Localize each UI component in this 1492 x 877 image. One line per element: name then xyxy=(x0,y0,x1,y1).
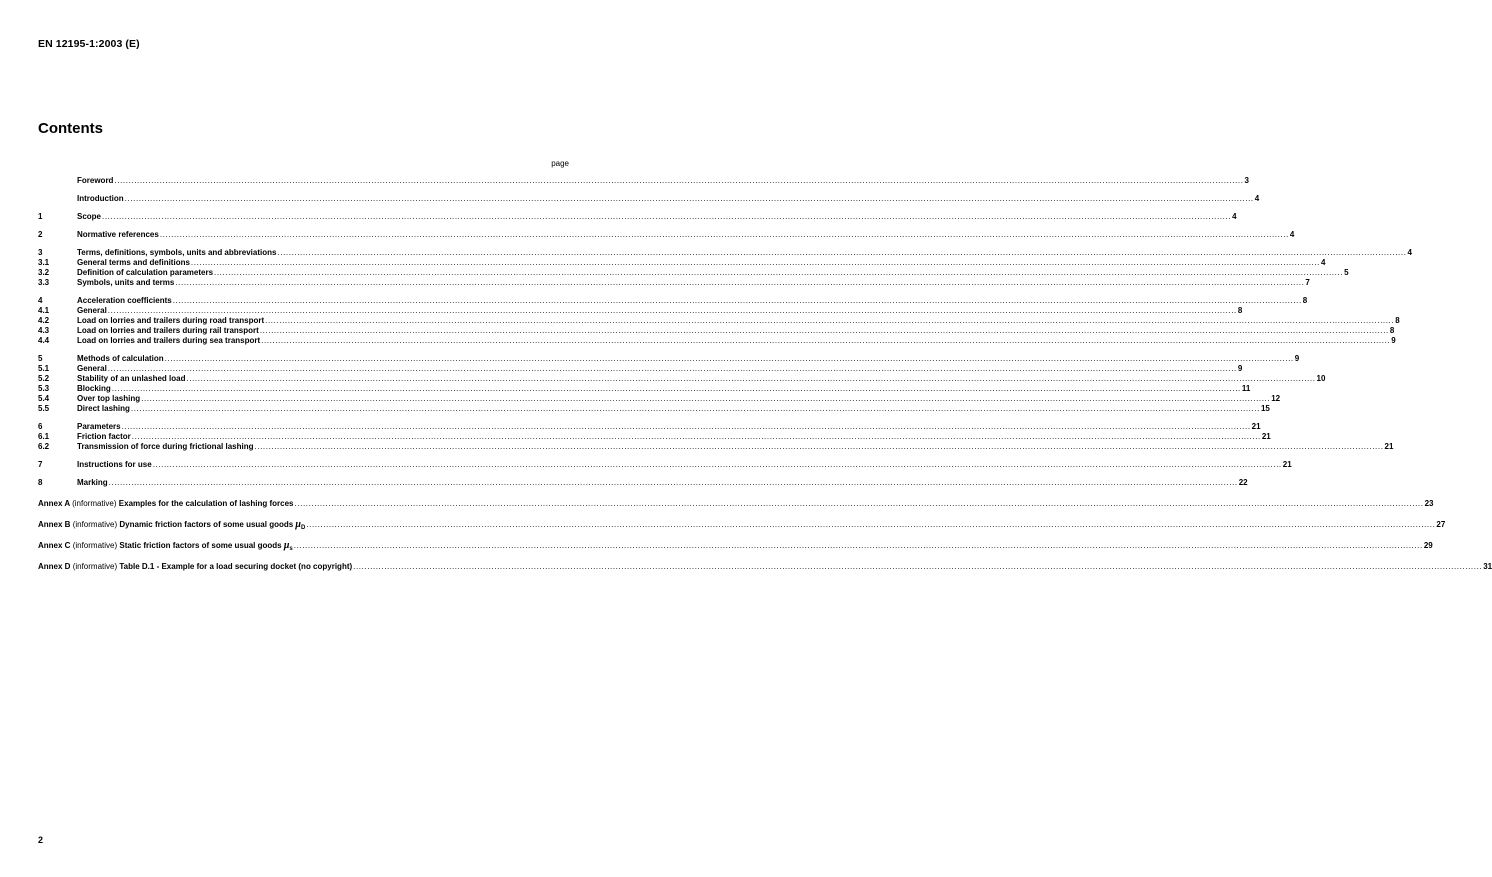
toc-entry-number: 6 xyxy=(38,422,43,431)
toc-entry-label: Normative references xyxy=(77,230,159,239)
friction-symbol: μ xyxy=(295,519,301,530)
toc-entry-label: General xyxy=(77,364,107,373)
toc-entry[interactable] xyxy=(38,374,1326,384)
toc-entry-page: 8 xyxy=(1237,306,1243,315)
document-header: EN 12195-1:2003 (E) xyxy=(38,38,140,50)
annex-entry-page: 31 xyxy=(1483,562,1492,571)
dot-leader: ................................................................................................................................................................................................................................................................................................................................................................................................................ xyxy=(107,306,1237,315)
toc-entry-label: Load on lorries and trailers during rail transport xyxy=(77,326,259,335)
toc-entry-page: 21 xyxy=(1261,432,1271,441)
toc-entry-label: Stability of an unlashed load xyxy=(77,374,186,383)
toc-entry-label: Foreword xyxy=(77,176,114,185)
toc-entry-number: 6.2 xyxy=(38,442,50,451)
toc-entry[interactable] xyxy=(38,212,1237,222)
toc-entry[interactable] xyxy=(38,336,1396,346)
toc-entry-label: Acceleration coefficients xyxy=(77,296,172,305)
toc-entry[interactable] xyxy=(38,432,1271,442)
annex-entry-label xyxy=(38,541,293,554)
dot-leader: ................................................................................................................................................................................................................................................................................................................................................................................................................ xyxy=(111,384,1241,393)
dot-leader: ................................................................................................................................................................................................................................................................................................................................................................................................................ xyxy=(107,364,1237,373)
dot-leader: ................................................................................................................................................................................................................................................................................................................................................................................................................ xyxy=(261,336,1391,345)
toc-entry-label: Terms, definitions, symbols, units and abbreviations xyxy=(77,248,277,257)
toc-entry[interactable] xyxy=(38,316,1400,326)
toc-entry-label: General xyxy=(77,306,107,315)
toc-entry-page: 3 xyxy=(1244,176,1249,185)
toc-entry[interactable] xyxy=(38,306,1243,316)
toc-entry[interactable] xyxy=(38,384,1251,394)
friction-symbol-subscript: s xyxy=(289,546,293,552)
toc-entry-page: 8 xyxy=(1302,296,1308,305)
toc-entry-page: 15 xyxy=(1260,404,1270,413)
toc-entry-page: 11 xyxy=(1241,384,1251,393)
dot-leader: ................................................................................................................................................................................................................................................................................................................................................................................................................ xyxy=(108,478,1238,487)
annex-type: (informative) xyxy=(72,541,118,550)
toc-entry[interactable] xyxy=(38,478,1248,488)
toc-entry[interactable] xyxy=(38,422,1261,432)
dot-leader: ................................................................................................................................................................................................................................................................................................................................................................................................................ xyxy=(293,541,1423,550)
toc-entry-page: 7 xyxy=(1305,278,1310,287)
toc-entry-number: 7 xyxy=(38,460,43,469)
toc-entry[interactable] xyxy=(38,404,1270,414)
toc-entry-label: Methods of calculation xyxy=(77,354,164,363)
toc-entry-number: 3.3 xyxy=(38,278,50,287)
toc-entry-label: Load on lorries and trailers during sea transport xyxy=(77,336,261,345)
dot-leader: ................................................................................................................................................................................................................................................................................................................................................................................................................ xyxy=(214,268,1344,277)
annex-entry-page: 29 xyxy=(1423,541,1433,550)
dot-leader: ................................................................................................................................................................................................................................................................................................................................................................................................................ xyxy=(159,230,1289,239)
dot-leader: ................................................................................................................................................................................................................................................................................................................................................................................................................ xyxy=(121,422,1251,431)
toc-entry-number: 4 xyxy=(38,296,43,305)
annex-entry[interactable] xyxy=(38,562,1492,572)
dot-leader: ................................................................................................................................................................................................................................................................................................................................................................................................................ xyxy=(353,562,1483,571)
annex-entry-label xyxy=(38,520,305,533)
toc-entry-number: 8 xyxy=(38,478,43,487)
annex-entry-label xyxy=(38,499,294,509)
dot-leader: ................................................................................................................................................................................................................................................................................................................................................................................................................ xyxy=(114,176,1244,185)
toc-entry-label: Direct lashing xyxy=(77,404,130,413)
toc-entry-page: 9 xyxy=(1237,364,1243,373)
toc-entry-label: General terms and definitions xyxy=(77,258,190,267)
toc-entry-page: 21 xyxy=(1282,460,1292,469)
dot-leader: ................................................................................................................................................................................................................................................................................................................................................................................................................ xyxy=(141,394,1271,403)
toc-entry-label: Load on lorries and trailers during road transport xyxy=(77,316,265,325)
toc-entry-label: Introduction xyxy=(77,194,124,203)
toc-entry-label: Blocking xyxy=(77,384,111,393)
annex-name: Annex D xyxy=(38,562,71,571)
toc-entry-number: 4.3 xyxy=(38,326,50,335)
dot-leader: ................................................................................................................................................................................................................................................................................................................................................................................................................ xyxy=(175,278,1305,287)
dot-leader: ................................................................................................................................................................................................................................................................................................................................................................................................................ xyxy=(306,520,1436,529)
annex-entry-label xyxy=(38,562,352,572)
toc-entry-number: 4.1 xyxy=(38,306,50,315)
annex-entry-page: 23 xyxy=(1424,499,1434,508)
toc-entry-label: Scope xyxy=(77,212,102,221)
toc-entry-number: 5.5 xyxy=(38,404,50,413)
toc-entry[interactable] xyxy=(38,326,1395,336)
friction-symbol-subscript: D xyxy=(300,525,306,531)
annex-entry[interactable] xyxy=(38,540,1433,552)
toc-entry-label: Instructions for use xyxy=(77,460,152,469)
annex-type: (informative) xyxy=(72,499,117,508)
toc-entry-label: Definition of calculation parameters xyxy=(77,268,214,277)
toc-entry-number: 6.1 xyxy=(38,432,50,441)
toc-entry-number: 3.1 xyxy=(38,258,50,267)
toc-entry-number: 1 xyxy=(38,212,43,221)
toc-entry[interactable] xyxy=(38,394,1281,404)
toc-entry-page: 8 xyxy=(1395,316,1400,325)
toc-entry-label: Friction factor xyxy=(77,432,131,441)
dot-leader: ................................................................................................................................................................................................................................................................................................................................................................................................................ xyxy=(124,194,1254,203)
toc-entry-page: 4 xyxy=(1407,248,1412,257)
toc-entry-number: 2 xyxy=(38,230,43,239)
toc-entry-page: 21 xyxy=(1384,442,1394,451)
dot-leader: ................................................................................................................................................................................................................................................................................................................................................................................................................ xyxy=(130,404,1260,413)
toc-entry-label: Marking xyxy=(77,478,108,487)
toc-entry[interactable] xyxy=(38,268,1349,278)
dot-leader: ................................................................................................................................................................................................................................................................................................................................................................................................................ xyxy=(131,432,1261,441)
dot-leader: ................................................................................................................................................................................................................................................................................................................................................................................................................ xyxy=(172,296,1302,305)
toc-entry-number: 5.1 xyxy=(38,364,50,373)
annex-title: Dynamic friction factors of some usual goods xyxy=(119,520,294,529)
toc-entry-label: Symbols, units and terms xyxy=(77,278,175,287)
annex-name: Annex A xyxy=(38,499,70,508)
annex-type: (informative) xyxy=(72,562,118,571)
annex-name: Annex B xyxy=(38,520,71,529)
dot-leader: ................................................................................................................................................................................................................................................................................................................................................................................................................ xyxy=(259,326,1389,335)
toc-entry-number: 5 xyxy=(38,354,43,363)
dot-leader: ................................................................................................................................................................................................................................................................................................................................................................................................................ xyxy=(152,460,1282,469)
toc-entry[interactable] xyxy=(38,278,1310,288)
toc-entry-page: 12 xyxy=(1271,394,1281,403)
toc-entry-label: Parameters xyxy=(77,422,121,431)
dot-leader: ................................................................................................................................................................................................................................................................................................................................................................................................................ xyxy=(190,258,1320,267)
toc-entry-number: 5.2 xyxy=(38,374,50,383)
toc-entry[interactable] xyxy=(38,364,1243,374)
toc-entry[interactable] xyxy=(38,354,1300,364)
table-of-contents xyxy=(38,176,1492,572)
dot-leader: ................................................................................................................................................................................................................................................................................................................................................................................................................ xyxy=(164,354,1294,363)
toc-entry-page: 4 xyxy=(1289,230,1295,239)
toc-entry[interactable] xyxy=(38,194,1260,204)
toc-entry[interactable] xyxy=(38,442,1394,452)
toc-entry[interactable] xyxy=(38,296,1308,306)
dot-leader: ................................................................................................................................................................................................................................................................................................................................................................................................................ xyxy=(102,212,1232,221)
toc-entry-page: 4 xyxy=(1232,212,1237,221)
annex-title: Static friction factors of some usual goods xyxy=(119,541,282,550)
toc-entry[interactable] xyxy=(38,230,1295,240)
toc-entry-page: 10 xyxy=(1316,374,1326,383)
dot-leader: ................................................................................................................................................................................................................................................................................................................................................................................................................ xyxy=(186,374,1316,383)
dot-leader: ................................................................................................................................................................................................................................................................................................................................................................................................................ xyxy=(254,442,1384,451)
toc-entry-page: 4 xyxy=(1254,194,1260,203)
toc-entry[interactable] xyxy=(38,248,1412,258)
toc-entry-page: 5 xyxy=(1344,268,1349,277)
toc-entry[interactable] xyxy=(38,460,1292,470)
toc-entry-number: 4.4 xyxy=(38,336,50,345)
toc-entry-number: 3.2 xyxy=(38,268,50,277)
toc-entry-label: Over top lashing xyxy=(77,394,141,403)
toc-entry-page: 8 xyxy=(1389,326,1395,335)
dot-leader: ................................................................................................................................................................................................................................................................................................................................................................................................................ xyxy=(294,499,1424,508)
page-column-label: page xyxy=(551,159,569,168)
annex-entry[interactable] xyxy=(38,519,1446,531)
toc-entry-page: 4 xyxy=(1320,258,1326,267)
dot-leader: ................................................................................................................................................................................................................................................................................................................................................................................................................ xyxy=(265,316,1395,325)
annex-type: (informative) xyxy=(72,520,118,529)
toc-entry-number: 3 xyxy=(38,248,43,257)
annex-name: Annex C xyxy=(38,541,71,550)
page-number: 2 xyxy=(38,835,44,845)
toc-entry-page: 9 xyxy=(1391,336,1396,345)
annex-entry[interactable] xyxy=(38,499,1434,509)
toc-entry-page: 22 xyxy=(1238,478,1248,487)
toc-entry-label: Transmission of force during frictional lashing xyxy=(77,442,254,451)
page-title: Contents xyxy=(38,120,103,137)
annex-title: Examples for the calculation of lashing forces xyxy=(118,499,294,508)
annex-entry-page: 27 xyxy=(1436,520,1446,529)
toc-entry-page: 9 xyxy=(1294,354,1300,363)
annex-title: Table D.1 - Example for a load securing docket (no copyright) xyxy=(119,562,353,571)
friction-symbol: μ xyxy=(283,540,290,551)
toc-entry-number: 5.4 xyxy=(38,394,50,403)
toc-entry-page: 21 xyxy=(1251,422,1261,431)
toc-entry-number: 4.2 xyxy=(38,316,50,325)
dot-leader: ................................................................................................................................................................................................................................................................................................................................................................................................................ xyxy=(277,248,1407,257)
toc-entry-number: 5.3 xyxy=(38,384,50,393)
toc-entry[interactable] xyxy=(38,258,1326,268)
toc-entry[interactable] xyxy=(38,176,1249,186)
